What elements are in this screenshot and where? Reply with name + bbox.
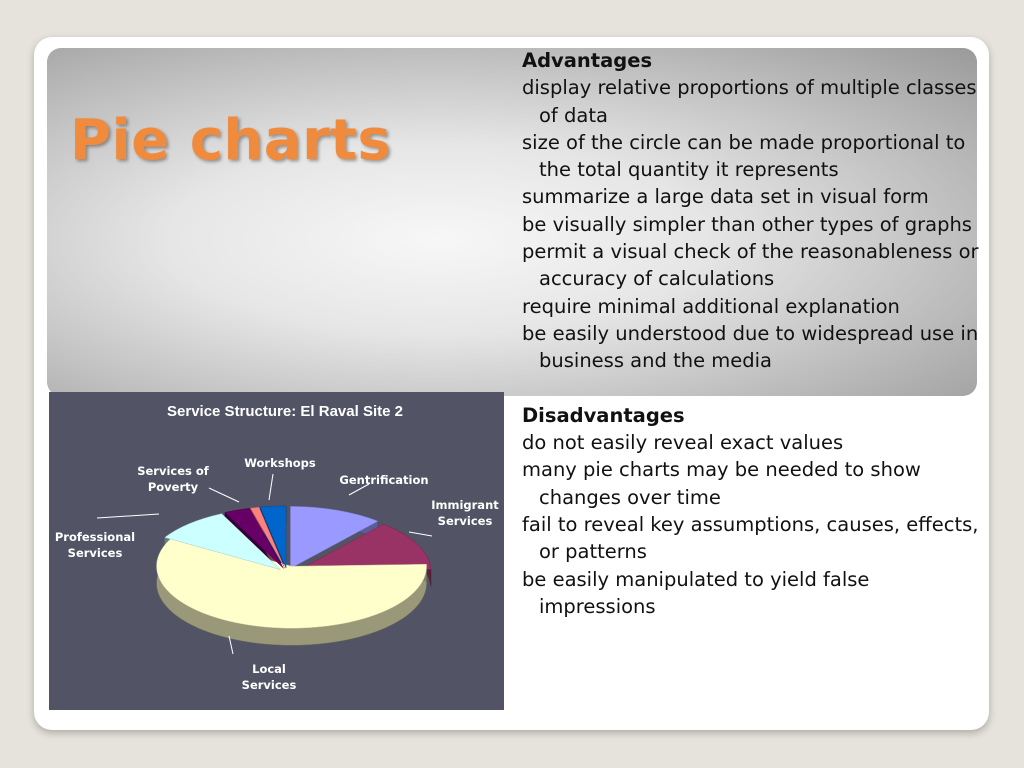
slice-label: Gentrification (339, 473, 429, 487)
advantage-item: size of the circle can be made proportional to the total quantity it represents (522, 130, 966, 182)
slide-title: Pie charts (70, 108, 392, 173)
leader-line (269, 474, 273, 500)
disadvantage-item: many pie charts may be needed to show changes over time (522, 458, 921, 509)
leader-line (209, 488, 239, 502)
text-column (522, 47, 992, 620)
leader-line (409, 532, 432, 536)
advantage-item: permit a visual check of the reasonableness or accuracy of calculations (522, 240, 979, 291)
advantage-item: require minimal additional explanation (522, 294, 900, 318)
slice-label: Local Services (241, 662, 297, 692)
slice-label: Workshops (244, 456, 316, 470)
pie-chart-svg (49, 392, 504, 710)
pie-chart (49, 392, 504, 710)
advantage-item: be easily understood due to widespread use in business and the media (522, 321, 979, 373)
leader-line (97, 514, 159, 518)
chart-title: Service Structure: El Raval Site 2 (167, 403, 403, 420)
slice-label: Professional Services (54, 530, 136, 560)
advantages-heading: Advantages (522, 49, 653, 72)
disadvantage-item: fail to reveal key assumptions, causes, effects, or patterns (522, 513, 979, 564)
advantage-item: display relative proportions of multiple classes of data (522, 76, 977, 127)
disadvantages-heading: Disadvantages (522, 403, 685, 427)
slice-label: Services of Poverty (137, 464, 209, 494)
section-spacer (522, 375, 992, 402)
disadvantage-item: be easily manipulated to yield false impressions (522, 567, 870, 618)
slice-label: Immigrant Services (431, 498, 499, 528)
disadvantage-item: do not easily reveal exact values (522, 431, 844, 455)
advantage-item: summarize a large data set in visual form (522, 185, 929, 209)
advantage-item: be visually simpler than other types of graphs (522, 212, 972, 236)
